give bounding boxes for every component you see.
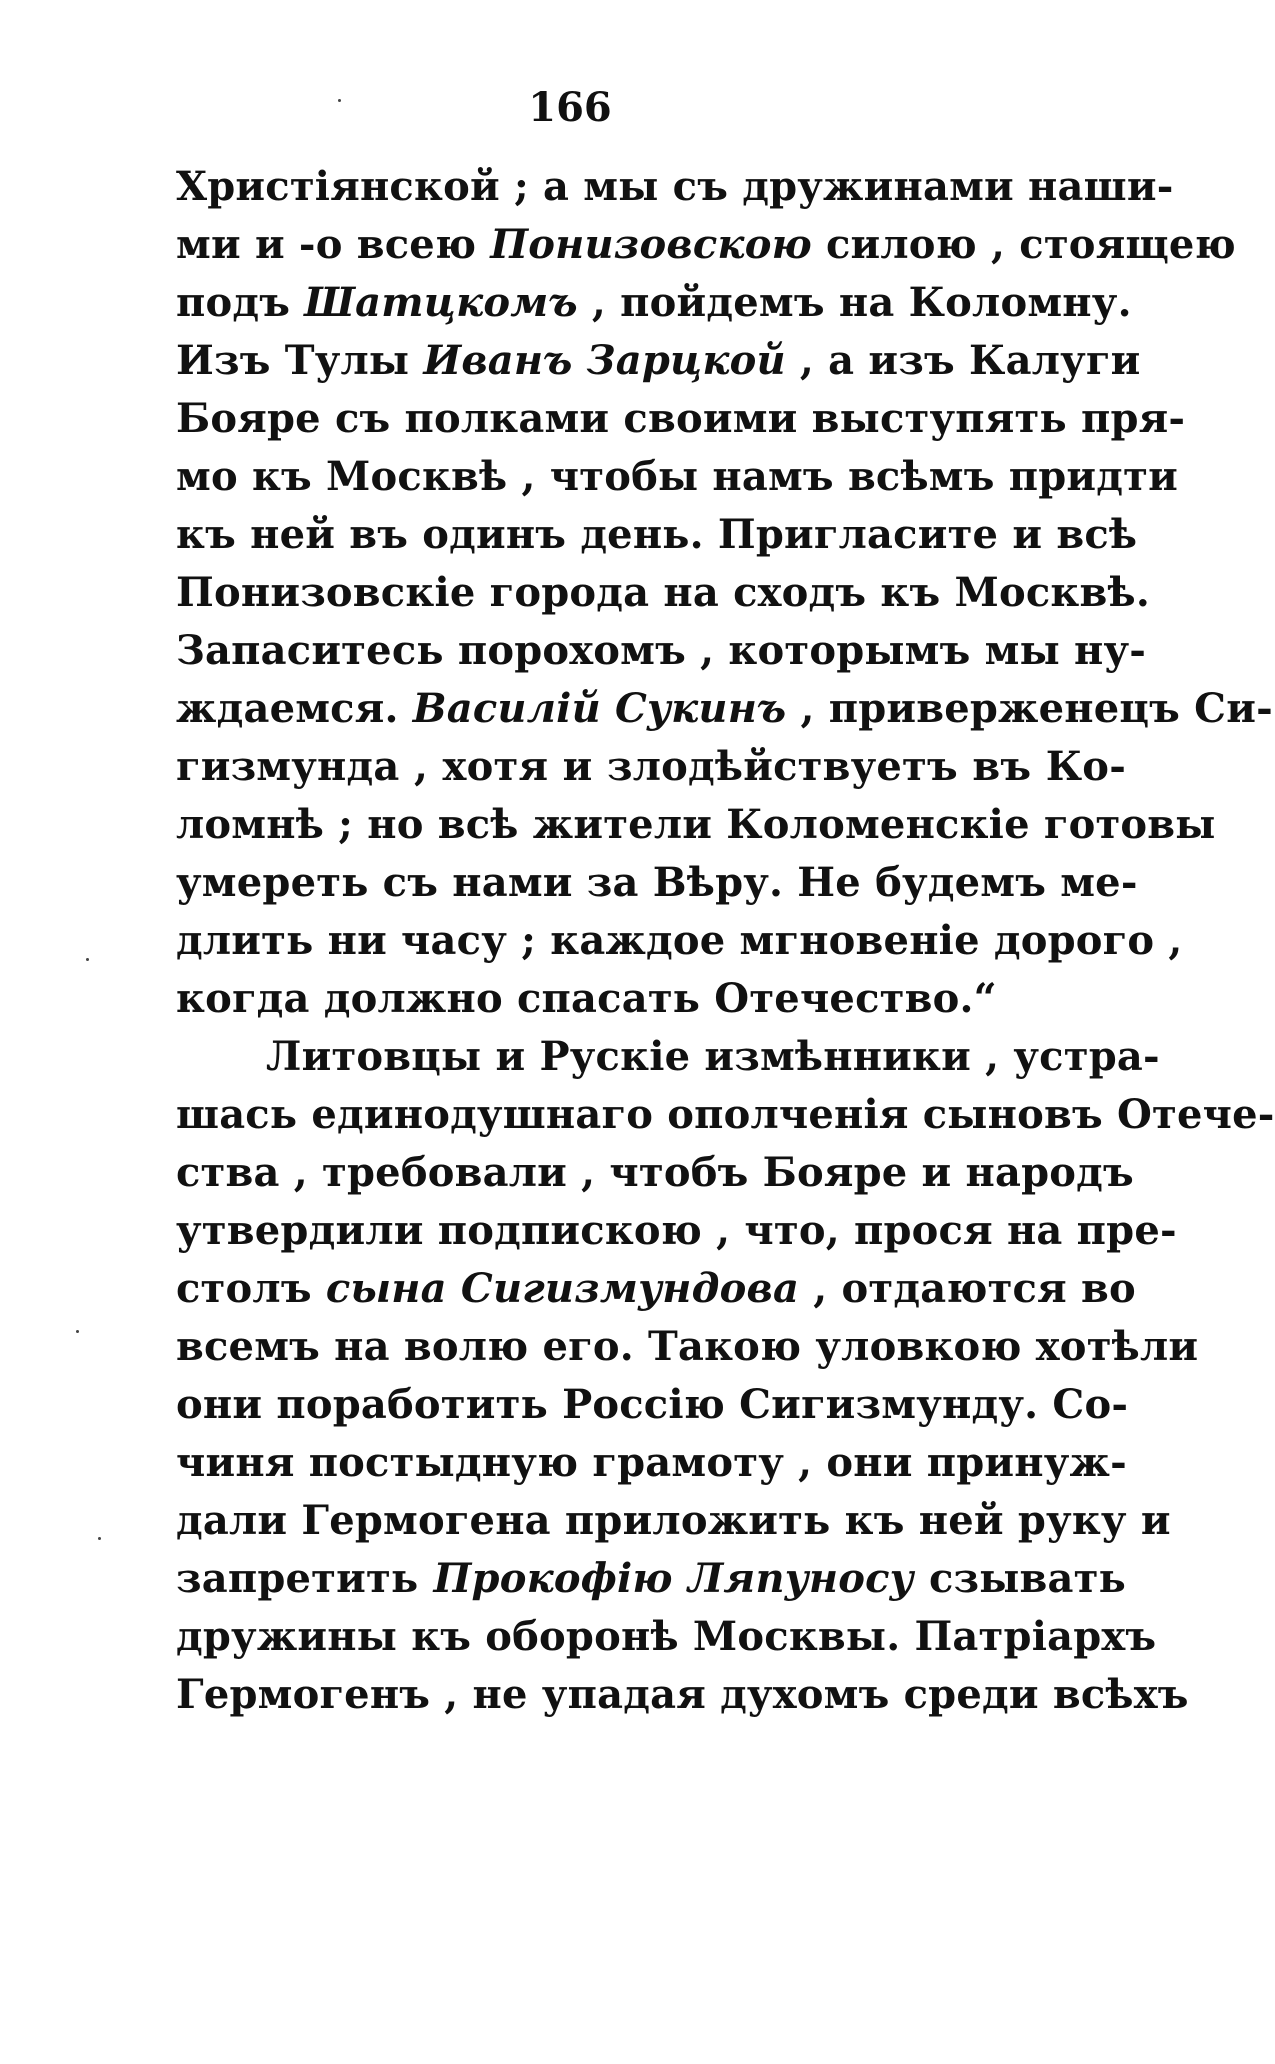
text-run: умереть съ нами за Вѣру. Не будемъ ме- xyxy=(176,859,1138,906)
text-run: запретить xyxy=(176,1555,434,1602)
text-run: чиня постыдную грамоту , они принуж- xyxy=(176,1439,1127,1486)
text-run: они поработить Россію Сигизмунду. Со- xyxy=(176,1381,1129,1428)
page-text xyxy=(176,158,1275,1724)
italic-name: Прокофію Ляпуносу xyxy=(433,1555,914,1602)
text-line xyxy=(176,332,1141,390)
text-line xyxy=(176,1434,1126,1492)
text-run: подъ xyxy=(176,279,305,326)
text-run: столъ xyxy=(176,1265,326,1312)
text-run: ждаемся. xyxy=(176,685,413,732)
text-run: Литовцы и Рускіе измѣнники , устра- xyxy=(266,1033,1160,1080)
text-line xyxy=(176,274,1132,332)
text-run: утвердили подпискою , что, прося на пре- xyxy=(176,1207,1177,1254)
text-line xyxy=(176,564,1150,622)
text-line xyxy=(176,680,1273,738)
text-line xyxy=(176,158,1174,216)
text-run: сзывать xyxy=(913,1555,1126,1602)
text-line xyxy=(176,1666,1189,1724)
text-run: ства , требовали , чтобъ Бояре и народъ xyxy=(176,1149,1134,1196)
text-line xyxy=(176,796,1216,854)
text-line xyxy=(176,1608,1157,1666)
text-run: Изъ Тулы xyxy=(176,337,424,384)
italic-name: Василій Сукинъ xyxy=(412,685,787,732)
text-run: гизмунда , хотя и злодѣйствуетъ въ Ко- xyxy=(176,743,1126,790)
text-line xyxy=(176,1086,1275,1144)
text-line xyxy=(176,1144,1134,1202)
text-line xyxy=(176,448,1178,506)
text-line xyxy=(176,1202,1177,1260)
text-line xyxy=(176,1492,1171,1550)
text-run: дружины къ оборонѣ Москвы. Патріархъ xyxy=(176,1613,1157,1660)
text-run: , приверженецъ Си- xyxy=(786,685,1273,732)
text-line xyxy=(176,738,1126,796)
text-line xyxy=(176,1550,1126,1608)
text-line xyxy=(176,854,1138,912)
text-line xyxy=(176,506,1138,564)
text-run: Бояре съ полками своими выступять пря- xyxy=(176,395,1186,442)
text-line xyxy=(176,970,1126,1028)
print-speck xyxy=(98,1537,101,1540)
text-run: къ ней въ одинъ день. Пригласите и всѣ xyxy=(176,511,1138,558)
italic-name: Шатцкомъ xyxy=(304,279,578,326)
text-line xyxy=(176,1260,1136,1318)
text-run: дали Гермогена приложить къ ней руку и xyxy=(176,1497,1171,1544)
text-line xyxy=(176,216,1236,274)
text-run: , отдаются во xyxy=(799,1265,1136,1312)
text-line xyxy=(176,1028,1160,1086)
text-run: всемъ на волю его. Такою уловкою хотѣли xyxy=(176,1323,1199,1370)
page-number: 166 xyxy=(528,84,612,131)
text-line xyxy=(176,1376,1129,1434)
italic-name: Иванъ Зарцкой xyxy=(423,337,786,384)
print-speck xyxy=(76,1330,79,1333)
print-speck xyxy=(86,958,89,961)
text-run: шась единодушнаго ополченія сыновъ Отече- xyxy=(176,1091,1275,1138)
text-line xyxy=(176,912,1183,970)
text-run: мо къ Москвѣ , чтобы намъ всѣмъ придти xyxy=(176,453,1178,500)
text-run: силою , стоящею xyxy=(811,221,1236,268)
italic-name: Понизовскою xyxy=(490,221,812,268)
text-run: когда должно спасать Отечество.“ xyxy=(176,975,997,1022)
text-run: , а изъ Калуги xyxy=(785,337,1141,384)
text-line xyxy=(176,1318,1199,1376)
text-run: длить ни часу ; каждое мгновеніе дорого , xyxy=(176,917,1183,964)
text-run: ми и -о всею xyxy=(176,221,491,268)
text-run: Запаситесь порохомъ , которымъ мы ну- xyxy=(176,627,1147,674)
text-run: Христіянской ; а мы съ дружинами наши- xyxy=(176,163,1174,210)
text-run: Понизовскіе города на сходъ къ Москвѣ. xyxy=(176,569,1150,616)
text-line xyxy=(176,622,1147,680)
text-run: , пойдемъ на Коломну. xyxy=(577,279,1132,326)
text-run: Гермогенъ , не упадая духомъ среди всѣхъ xyxy=(176,1671,1189,1718)
italic-name: сына Сигизмундова xyxy=(325,1265,800,1312)
text-run: ломнѣ ; но всѣ жители Коломенскіе готовы xyxy=(176,801,1216,848)
text-line xyxy=(176,390,1186,448)
